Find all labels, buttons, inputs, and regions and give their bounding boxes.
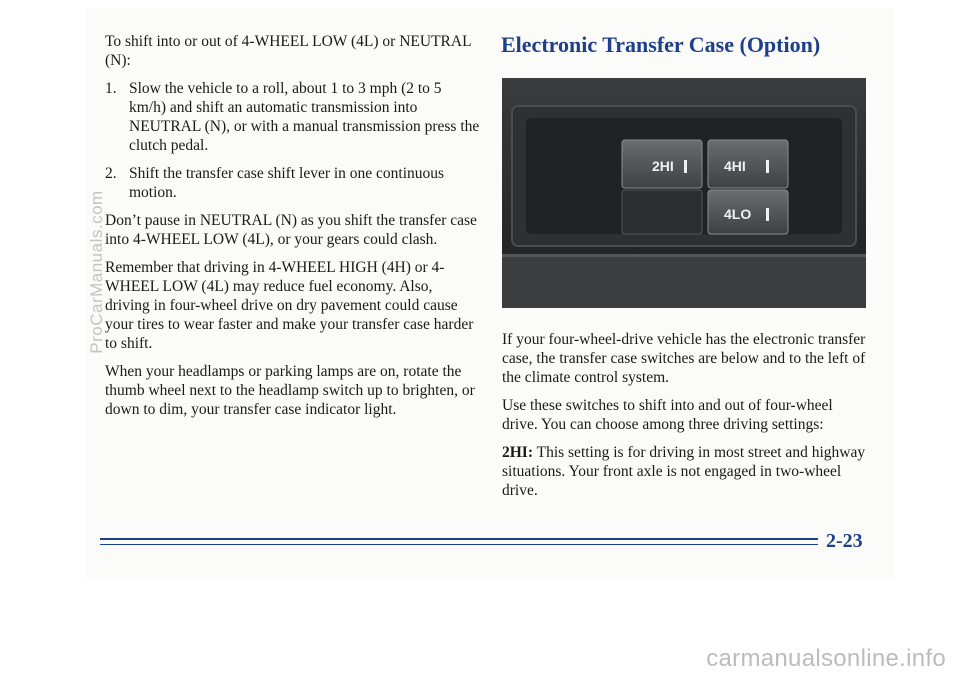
step-item — [105, 79, 480, 155]
step-number: 2. — [105, 165, 117, 182]
step-item — [105, 164, 480, 202]
page-number: 2-23 — [826, 530, 863, 552]
switch-usage-paragraph: Use these switches to shift into and out of four-wheel drive. You can choose among three driving settings: — [502, 397, 833, 433]
setting-label: 2HI: — [502, 444, 533, 461]
step-text: Shift the transfer case shift lever in one continuous motion. — [129, 165, 445, 201]
switch-panel-image — [502, 78, 866, 308]
step-text: Slow the vehicle to a roll, about 1 to 3 mph (2 to 5 km/h) and shift an automatic transmission into NEUTRAL (N), or with a manual transmission press the clutch pedal. — [129, 80, 480, 154]
footer-rule-thin — [100, 544, 818, 545]
footer-watermark: carmanualsonline.info — [706, 645, 946, 672]
setting-text: This setting is for driving in most street and highway situations. Your front axle is not engaged in two-wheel drive. — [502, 444, 866, 499]
footer-rule — [100, 538, 818, 540]
right-column — [502, 330, 872, 509]
indicator-light-paragraph: When your headlamps or parking lamps are on, rotate the thumb wheel next to the headlamp switch up to brighten, or down to dim, your transfer case indicator light. — [105, 363, 475, 418]
step-number: 1. — [105, 80, 117, 97]
steps-list — [105, 79, 480, 202]
button-2hi-label: 2HI — [652, 158, 674, 174]
setting-2hi-paragraph — [502, 443, 872, 500]
fuel-economy-paragraph: Remember that driving in 4-WHEEL HIGH (4H) or 4-WHEEL LOW (4L) may reduce fuel economy. Also, driving in four-wheel drive on dry pavement could cause your tires to wear faster and make your transfer case harder to shift. — [105, 259, 474, 352]
left-column — [105, 32, 480, 428]
side-watermark: ProCarManuals.com — [87, 190, 106, 354]
button-4hi-label: 4HI — [724, 158, 746, 174]
transfer-case-switch-photo — [502, 78, 866, 308]
button-4lo-label: 4LO — [724, 206, 752, 222]
intro-text: To shift into or out of 4-WHEEL LOW (4L) or NEUTRAL (N): — [105, 33, 471, 69]
pause-paragraph: Don’t pause in NEUTRAL (N) as you shift the transfer case into 4-WHEEL LOW (4L), or your gears could clash. — [105, 212, 477, 248]
section-heading: Electronic Transfer Case (Option) — [501, 32, 821, 57]
switch-location-paragraph: If your four-wheel-drive vehicle has the electronic transfer case, the transfer case switches are below and to the left of the climate control system. — [502, 331, 866, 386]
